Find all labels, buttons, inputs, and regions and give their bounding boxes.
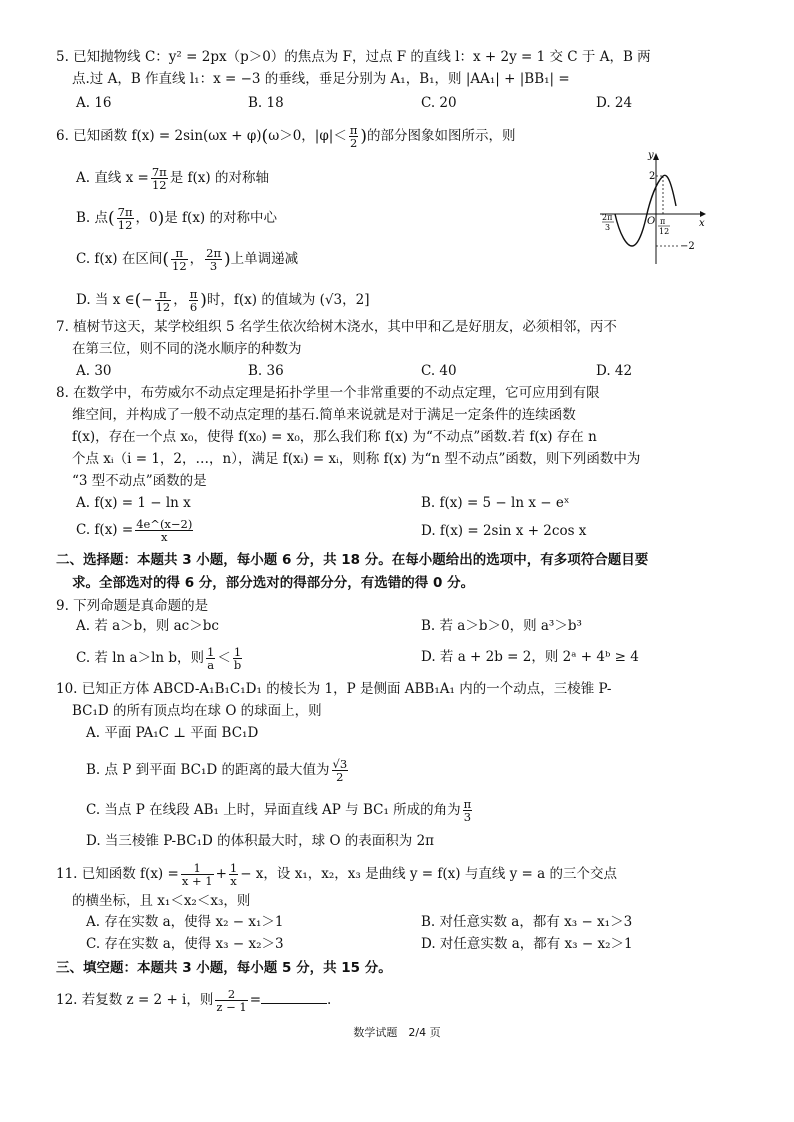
q11-line1: 11. 已知函数 f(x) = $\frac{1}{x + 1}$ + $\frac{1}{x}$ − x，设 x₁，x₂，x₃ 是曲线 y = f(x) 与直线 y = a 的三个交点 (56, 861, 617, 888)
q8-option-a: A. f(x) = 1 − ln x (76, 495, 191, 511)
y-axis-arrow (653, 153, 659, 160)
q6-sine-graph (596, 148, 706, 268)
q7-option-c: C. 40 (421, 363, 457, 379)
q5-option-c: C. 20 (421, 95, 457, 111)
q10-option-b: B. 点 P 到平面 BC₁D 的距离的最大值为 $\frac{√3}{2}$ (86, 757, 348, 784)
q5-line2: 点.过 A，B 作直线 l₁：x = −3 的垂线，垂足分别为 A₁，B₁，则 |AA₁| + |BB₁| = (72, 71, 570, 87)
page-footer: 数学试题 2/4 页 (353, 1026, 441, 1039)
q8-option-c: C. f(x) = $\frac{4e\^{}(x-2)}{x}$ (76, 517, 193, 544)
y-label: y (648, 150, 654, 161)
tick-right-den: 12 (659, 227, 670, 236)
q9-option-c: C. 若 ln a＞ln b，则 $\frac{1}{a}$ ＜ $\frac{1}{b}$ (76, 645, 242, 672)
q11-line2: 的横坐标，且 x₁＜x₂＜x₃，则 (72, 893, 251, 909)
q11-option-a: A. 存在实数 a，使得 x₂ − x₁＞1 (86, 914, 284, 930)
q8-line2: 维空间，并构成了一般不动点定理的基石.简单来说就是对于满足一定条件的连续函数 (72, 407, 576, 423)
q6-option-b: B. 点( $\frac{7\pi}{12}$ ，0)是 f(x) 的对称中心 (76, 205, 277, 232)
fraction: $\frac{\pi}{2}$ (349, 123, 358, 150)
q5-option-a: A. 16 (76, 95, 112, 111)
answer-blank[interactable] (261, 991, 327, 1004)
q11-option-b: B. 对任意实数 a，都有 x₃ − x₁＞3 (421, 914, 633, 930)
q8-line1: 8. 在数学中，布劳威尔不动点定理是拓扑学里一个非常重要的不动点定理，它可应用到有限 (56, 385, 600, 401)
q9-option-b: B. 若 a＞b＞0，则 a³＞b³ (421, 618, 582, 634)
tick-left-den: 3 (605, 223, 611, 232)
tick-left-num: 2π (602, 213, 613, 222)
q11-option-c: C. 存在实数 a，使得 x₃ − x₂＞3 (86, 936, 284, 952)
x-label: x (699, 218, 705, 229)
q10-option-a: A. 平面 PA₁C ⊥ 平面 BC₁D (86, 725, 259, 741)
q7-line1: 7. 植树节这天，某学校组织 5 名学生依次给树木浇水，其中甲和乙是好朋友，必须相邻，丙不 (56, 319, 617, 335)
section-2-header-line2: 求。全部选对的得 6 分，部分选对的得部分分，有选错的得 0 分。 (72, 575, 475, 591)
q5-option-b: B. 18 (248, 95, 284, 111)
q9-stem: 9. 下列命题是真命题的是 (56, 598, 209, 614)
q12: 12. 若复数 z = 2 + i，则 $\frac{2}{z - 1}$ = . (56, 987, 332, 1014)
q7-line2: 在第三位，则不同的浇水顺序的种数为 (72, 341, 302, 357)
label-neg-two: −2 (680, 241, 695, 252)
q6-option-c: C. f(x) 在区间( $\frac{\pi}{12}$ ， $\frac{2\pi}{3}$ )上单调递减 (76, 246, 299, 273)
q8-line3: f(x)，存在一个点 x₀，使得 f(x₀) = x₀，那么我们称 f(x) 为“不动点”函数.若 f(x) 存在 n (72, 429, 597, 445)
q10-line2: BC₁D 的所有顶点均在球 O 的球面上，则 (72, 703, 322, 719)
q8-line5: “3 型不动点”函数的是 (72, 473, 207, 489)
q6-option-d: D. 当 x ∈(− $\frac{\pi}{12}$ ， $\frac{\pi}{6}$ )时，f(x) 的值域为 (√3，2] (76, 287, 370, 314)
q11-option-d: D. 对任意实数 a，都有 x₃ − x₂＞1 (421, 936, 633, 952)
q9-option-d: D. 若 a + 2b = 2，则 2ᵃ + 4ᵇ ≥ 4 (421, 649, 639, 665)
q8-line4: 个点 xᵢ（i = 1，2，…，n），满足 f(xᵢ) = xᵢ，则称 f(x) 为“n 型不动点”函数，则下列函数中为 (72, 451, 641, 467)
q5-option-d: D. 24 (596, 95, 633, 111)
q9-option-a: A. 若 a＞b，则 ac＞bc (76, 618, 219, 634)
q7-option-b: B. 36 (248, 363, 284, 379)
q10-option-c: C. 当点 P 在线段 AB₁ 上时，异面直线 AP 与 BC₁ 所成的角为 $\frac{\pi}{3}$ (86, 797, 472, 824)
label-two: 2 (649, 171, 656, 182)
tick-right-num: π (660, 217, 666, 226)
q7-option-a: A. 30 (76, 363, 112, 379)
q5-line1: 5. 已知抛物线 C：y² = 2px（p＞0）的焦点为 F，过点 F 的直线 l：x + 2y = 1 交 C 于 A，B 两 (56, 49, 651, 65)
q10-line1: 10. 已知正方体 ABCD-A₁B₁C₁D₁ 的棱长为 1，P 是侧面 ABB₁A₁ 内的一个动点，三棱锥 P- (56, 681, 612, 697)
q6-stem: 6. 已知函数 f(x) = 2sin(ωx + φ)(ω＞0，|φ|＜ $\frac{\pi}{2}$ )的部分图象如图所示，则 (56, 123, 516, 150)
origin-label: O (647, 216, 656, 227)
section-2-header-line1: 二、选择题：本题共 3 小题，每小题 6 分，共 18 分。在每小题给出的选项中，有多项符合题目要 (56, 552, 649, 568)
q8-option-d: D. f(x) = 2sin x + 2cos x (421, 523, 587, 539)
section-3-header: 三、填空题：本题共 3 小题，每小题 5 分，共 15 分。 (56, 960, 392, 976)
q10-option-d: D. 当三棱锥 P-BC₁D 的体积最大时，球 O 的表面积为 2π (86, 833, 435, 849)
q7-option-d: D. 42 (596, 363, 633, 379)
q6-option-a: A. 直线 x = $\frac{7\pi}{12}$ 是 f(x) 的对称轴 (76, 165, 269, 192)
q8-option-b: B. f(x) = 5 − ln x − eˣ (421, 495, 570, 511)
x-axis-arrow (700, 211, 706, 217)
